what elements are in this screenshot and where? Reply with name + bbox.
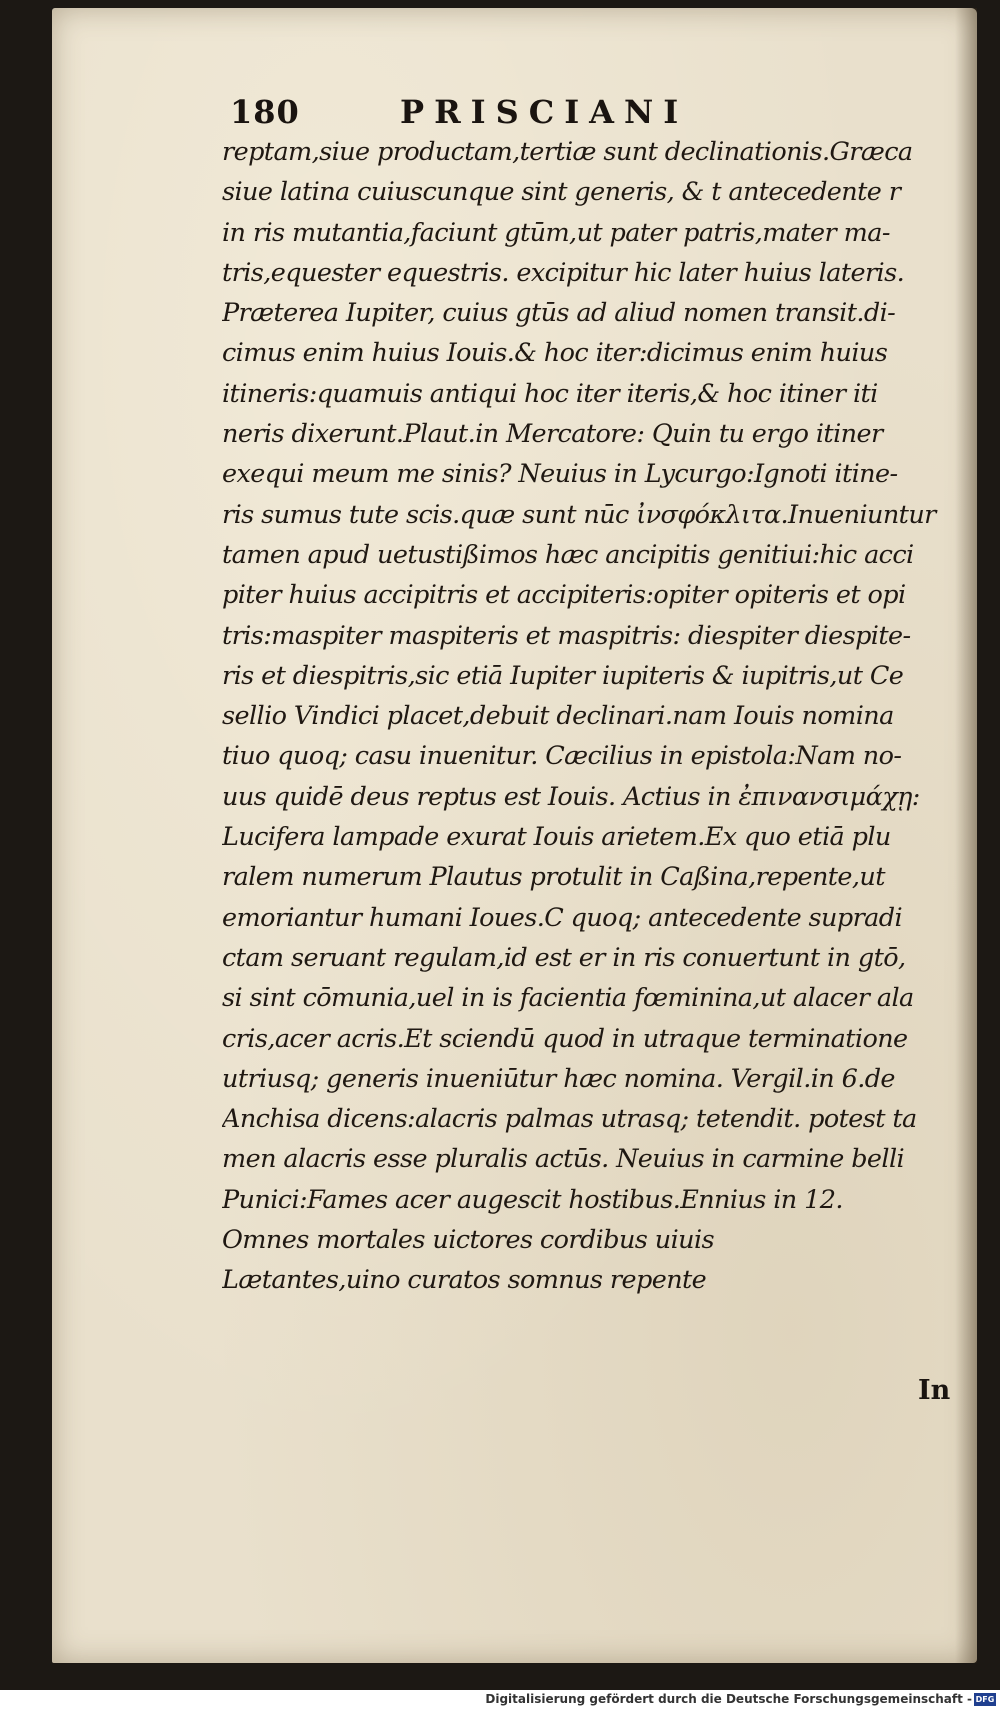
text-line: ctam seruant regulam,id est er in ris conuertunt in gtō, [222,942,906,973]
text-line: tiuo quoq; casu inuenitur. Cæcilius in epistola:Nam no- [222,741,902,772]
text-line: Anchisa dicens:alacris palmas utrasq; tetendit. potest ta [222,1104,917,1135]
text-line: Lucifera lampade exurat Iouis arietem.Ex quo etiā plu [222,822,891,853]
dfg-logo-icon[interactable]: DFG [975,1695,995,1704]
text-line: utriusq; generis inueniūtur hæc nomina. Vergil.in 6.de [222,1063,895,1094]
text-line: tamen apud uetustißimos hæc ancipitis genitiui:hic acci [222,539,914,570]
text-line: Omnes mortales uictores cordibus uiuis [222,1225,715,1256]
text-line: men alacris esse pluralis actūs. Neuius in carmine belli [222,1144,905,1175]
text-line: Lætantes,uino curatos somnus repente [222,1265,707,1296]
text-line: cris,acer acris.Et sciendū quod in utraque terminatione [222,1023,908,1054]
footer-bar [0,1690,1000,1710]
funding-notice: Digitalisierung gefördert durch die Deutsche Forschungsgemeinschaft - [485,1692,972,1706]
text-line: neris dixerunt.Plaut.in Mercatore: Quin tu ergo itiner [222,419,883,450]
text-line: in ris mutantia,faciunt gtūm,ut pater patris,mater ma- [222,217,890,248]
text-line: tris:maspiter maspiteris et maspitris: diespiter diespite- [222,620,911,651]
text-line: itineris:quamuis antiqui hoc iter iteris,& hoc itiner iti [222,378,878,409]
page-edge-shadow [955,8,977,1663]
text-line: uus quidē deus reptus est Iouis. Actius in ἐπινανσιμάχῃ: [222,781,920,812]
body-text [222,132,942,1301]
catchword: In [918,1375,951,1406]
text-line: Punici:Fames acer augescit hostibus.Ennius in 12. [222,1184,843,1215]
text-line: Præterea Iupiter, cuius gtūs ad aliud nomen transit.di- [222,298,896,329]
text-line: siue latina cuiuscunque sint generis, & t antecedente r [222,177,901,208]
text-line: ris et diespitris,sic etiā Iupiter iupiteris & iupitris,ut Ce [222,660,904,691]
text-line: ris sumus tute scis.quæ sunt nūc ἰνσφόκλιτα.Inueniuntur [222,499,936,530]
page-number: 180 [230,93,300,131]
text-line: sellio Vindici placet,debuit declinari.nam Iouis nomina [222,701,894,732]
text-line: ralem numerum Plautus protulit in Caßina,repente,ut [222,862,885,893]
text-line: emoriantur humani Ioues.C quoq; antecedente supradi [222,902,903,933]
text-line: cimus enim huius Iouis.& hoc iter:dicimus enim huius [222,338,888,369]
text-line: exequi meum me sinis? Neuius in Lycurgo:Ignoti itine- [222,459,898,490]
running-title: PRISCIANI [400,93,689,131]
text-line: piter huius accipitris et accipiteris:opiter opiteris et opi [222,580,906,611]
text-line: reptam,siue productam,tertiæ sunt declinationis.Græca [222,137,913,167]
text-line: si sint cōmunia,uel in is facientia fœminina,ut alacer ala [222,983,914,1014]
running-head [230,93,930,131]
text-line: tris,equester equestris. excipitur hic later huius lateris. [222,257,905,288]
